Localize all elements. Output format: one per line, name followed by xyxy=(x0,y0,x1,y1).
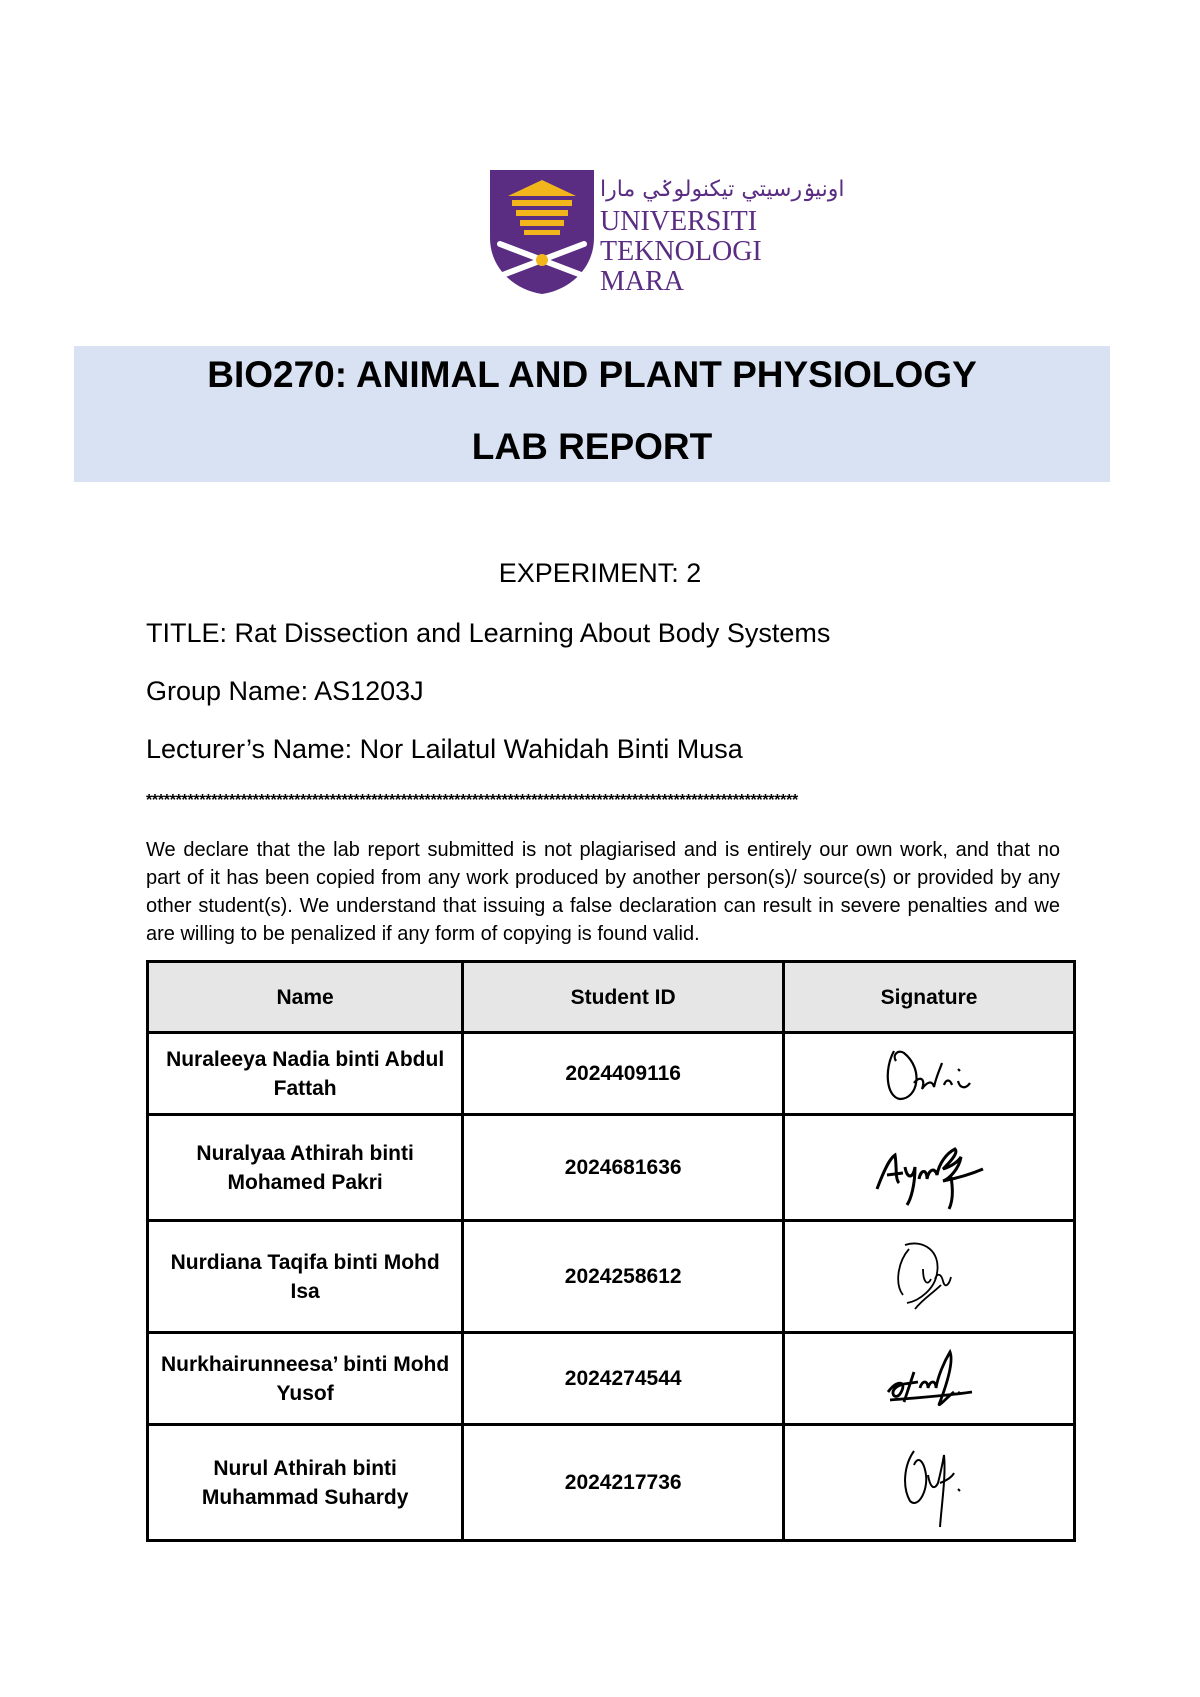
experiment-number: EXPERIMENT: 2 xyxy=(498,558,702,588)
member-name: Nurul Athirah binti Muhammad Suhardy xyxy=(148,1425,463,1541)
member-name: Nuralyaa Athirah binti Mohamed Pakri xyxy=(148,1115,463,1221)
signature-image xyxy=(884,1431,974,1535)
table-row xyxy=(148,1115,1075,1221)
table-row xyxy=(148,1425,1075,1541)
title-banner xyxy=(74,346,1110,482)
table-row xyxy=(148,1033,1075,1115)
signature-cell xyxy=(784,1115,1075,1221)
header-name: Name xyxy=(148,962,463,1033)
signature-image xyxy=(874,1342,984,1416)
group-name: Group Name: AS1203J xyxy=(146,676,424,706)
header-student-id: Student ID xyxy=(463,962,784,1033)
member-id: 2024258612 xyxy=(463,1221,784,1333)
university-logo xyxy=(488,168,845,298)
table-row xyxy=(148,1221,1075,1333)
table-header-row xyxy=(148,962,1075,1033)
report-title: LAB REPORT xyxy=(471,426,713,467)
svg-text:اونيۏرسيتي تيكنولوݢي مارا: اونيۏرسيتي تيكنولوݢي مارا xyxy=(600,177,845,202)
signature-image xyxy=(879,1229,979,1325)
table-row xyxy=(148,1333,1075,1425)
member-id: 2024217736 xyxy=(463,1425,784,1541)
svg-text:UNIVERSITI: UNIVERSITI xyxy=(600,206,758,237)
svg-text:TEKNOLOGI: TEKNOLOGI xyxy=(600,236,762,267)
lecturer-name: Lecturer’s Name: Nor Lailatul Wahidah Binti Musa xyxy=(146,734,743,764)
member-name: Nuraleeya Nadia binti Abdul Fattah xyxy=(148,1033,463,1115)
separator-line: ************************************************************************************************************** xyxy=(146,792,798,809)
member-name: Nurkhairunneesa’ binti Mohd Yusof xyxy=(148,1333,463,1425)
member-name: Nurdiana Taqifa binti Mohd Isa xyxy=(148,1221,463,1333)
signature-image xyxy=(874,1039,984,1109)
declaration-text: We declare that the lab report submitted is not plagiarised and is entirely our own work, and that no part of it has been copied from any work produced by another person(s)/ source(s) or provided by any other student(s). We understand that issuing a false declaration can result in severe penalties and we are willing to be penalized if any form of copying is found valid. xyxy=(146,839,1060,945)
header-signature: Signature xyxy=(784,962,1075,1033)
signature-cell xyxy=(784,1033,1075,1115)
member-id: 2024274544 xyxy=(463,1333,784,1425)
svg-text:MARA: MARA xyxy=(600,266,685,297)
members-table xyxy=(146,960,1076,1542)
signature-cell xyxy=(784,1425,1075,1541)
signature-image xyxy=(869,1123,989,1213)
course-title: BIO270: ANIMAL AND PLANT PHYSIOLOGY xyxy=(207,354,977,395)
signature-cell xyxy=(784,1333,1075,1425)
member-id: 2024409116 xyxy=(463,1033,784,1115)
member-id: 2024681636 xyxy=(463,1115,784,1221)
signature-cell xyxy=(784,1221,1075,1333)
experiment-title: TITLE: Rat Dissection and Learning About Body Systems xyxy=(146,618,831,648)
